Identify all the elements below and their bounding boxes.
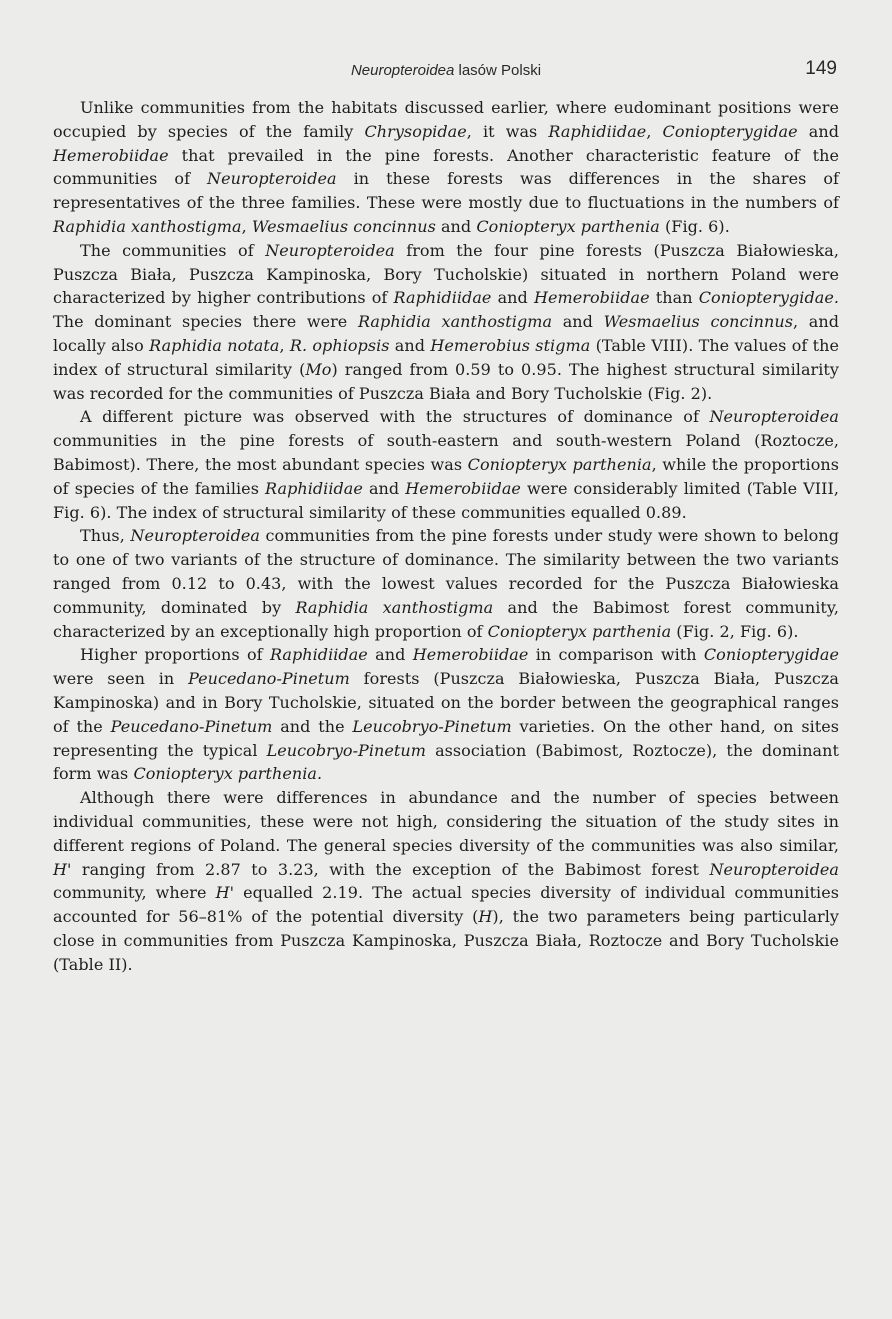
italic-term: Leucobryo-Pinetum [352,716,512,736]
italic-term: Raphidiidae [393,288,492,308]
text-run: , and locally also [53,312,839,355]
italic-term: Raphidiidae [265,478,363,498]
text-run: and the [272,716,353,736]
italic-term: Raphidiidae [548,121,647,141]
text-run: ranging from 2.87 to 3.23, with the exception of the Babimost forest [71,859,710,879]
running-title-rest: lasów Polski [454,62,542,79]
italic-term: Peucedano-Pinetum [188,669,350,689]
italic-term: Coniopteryx parthenia [476,216,660,236]
italic-term: Neuropteroidea [130,526,260,546]
italic-term: Coniopterygidae [703,645,840,665]
running-head [53,58,839,88]
italic-term: Mo [305,359,332,379]
text-run: Although there were differences in abundance and the number of species between individual communities, these were not high, considering the situation of the study sites in different regions of Poland. The general species diversity of the communities was also similar, [53,788,839,855]
text-run: were considerably limited (Table VIII, Fig. 6). The index of structural similarity of these communities equalled 0.89. [53,478,839,522]
text-run: varieties. On the other hand, on sites representing the typical [53,716,840,760]
italic-term: Raphidia notata [149,335,280,355]
paragraph [53,96,839,239]
italic-term: H' [53,859,72,879]
text-run: , [241,216,252,236]
text-run: and [362,478,406,498]
text-run: The dominant species there were [53,312,358,332]
text-run: and the Babimost forest community, characterized by an exceptionally high proportion of [53,597,840,641]
italic-term: Coniopteryx parthenia. [133,764,323,784]
text-run: Thus, [80,526,131,546]
page-number: 149 [805,58,837,79]
italic-term: Raphidiidae [269,645,368,665]
italic-term: Coniopteryx parthenia [467,454,652,474]
italic-term: Neuropteroidea [207,169,337,189]
italic-term: Hemerobiidae [405,478,521,498]
text-run: , [646,121,663,141]
italic-term: Hemerobius stigma [430,335,591,355]
text-run: that prevailed in the pine forests. Another characteristic feature of the communities of [53,145,839,189]
text-run: Higher proportions of [80,645,270,665]
text-run: in these forests was differences in the shares of representatives of the three families. These were mostly due to fluctuations in the numbers of [53,169,839,213]
paragraph [53,405,839,524]
italic-term: Coniopteryx parthenia [487,621,672,641]
text-run: ) ranged from 0.59 to 0.95. The highest structural similarity was recorded for the communities of Puszcza Biała and Bory Tucholskie (Fig. 2). [53,359,839,403]
running-title [53,62,839,79]
text-run: and [491,288,534,308]
text-run: in comparison with [528,645,704,665]
text-run: from the four pine forests (Puszcza Białowieska, Puszcza Biała, Puszcza Kampinoska, Bory Tucholskie) situated in northern Poland were characterized by higher contributions of [53,240,839,308]
text-run: and [389,335,431,355]
text-run: The communities of [80,240,266,260]
text-run: (Fig. 6). [659,216,730,236]
paragraph [53,786,839,976]
text-run: than [649,288,699,308]
text-run: and [552,312,604,332]
body-text [53,96,839,976]
text-run: (Fig. 2, Fig. 6). [671,621,799,641]
text-run: A different picture was observed with the structures of dominance of [80,407,710,427]
text-run: forests (Puszcza Białowieska, Puszcza Biała, Puszcza Kampinoska) and in Bory Tucholskie, situated on the border between the geographical ranges of the [53,669,839,736]
italic-term: Neuropteroidea [265,240,395,260]
text-run: , while the proportions of species of the families [53,454,839,498]
text-run: equalled 2.19. The actual species diversity of individual communities accounted for 56–81% of the potential diversity ( [53,883,839,927]
text-run: , [279,335,290,355]
italic-term: Chrysopidae [364,121,467,141]
italic-term: Hemerobiidae [412,645,529,665]
text-run: and [367,645,413,665]
italic-term: Leucobryo-Pinetum [266,740,426,760]
italic-term: Neuropteroidea [709,407,839,427]
italic-term: Coniopterygidae [662,121,798,141]
text-run: ), the two parameters being particularly close in communities from Puszcza Kampinoska, Puszcza Biała, Roztocze and Bory Tucholskie (Table II). [53,907,839,974]
italic-term: Peucedano-Pinetum [110,716,273,736]
italic-term: Raphidia xanthostigma [357,312,553,332]
italic-term: Raphidia xanthostigma [53,216,242,236]
italic-term: Coniopterygidae. [698,288,839,308]
paragraph [53,524,839,643]
italic-term: R. ophiopsis [289,335,390,355]
text-run: communities in the pine forests of south-eastern and south-western Poland (Roztocze, Babimost). There, the most abundant species was [53,431,839,474]
italic-term: Wesmaelius concinnus [603,312,793,332]
text-run: (Table VIII). The values of the index of structural similarity ( [53,335,839,379]
italic-term: H' [215,883,235,903]
text-run: were seen in [53,669,189,689]
paragraph [53,643,839,786]
text-run: communities from the pine forests under study were shown to belong to one of two variants of the structure of dominance. The similarity between the two variants ranged from 0.12 to 0.43, with the lowest values recorded for the Puszcza Białowieska community, dominated by [53,526,839,617]
text-run: community, where [53,883,216,903]
italic-term: Raphidia xanthostigma [295,597,494,617]
text-run: Unlike communities from the habitats discussed earlier, where eudominant positions were occupied by species of the family [53,98,839,141]
paragraph [53,239,839,406]
italic-term: Wesmaelius concinnus [251,216,436,236]
text-run: association (Babimost, Roztocze), the dominant form was [53,740,839,784]
italic-term: Neuropteroidea [709,859,839,879]
text-run: and [435,216,477,236]
italic-term: Hemerobiidae [53,145,169,165]
italic-term: Hemerobiidae [533,288,650,308]
text-run: and [797,121,839,141]
running-title-taxon: Neuropteroidea [350,62,455,79]
italic-term: H [478,907,493,927]
text-run: , it was [466,121,549,141]
